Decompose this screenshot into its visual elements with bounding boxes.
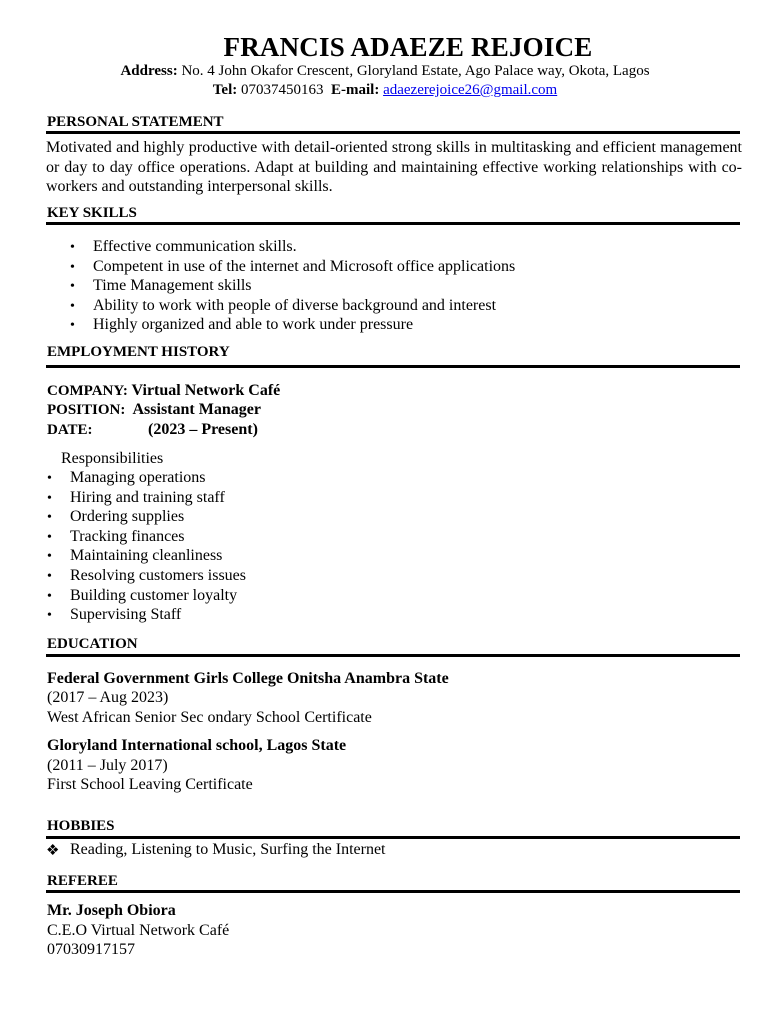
responsibility-item: Tracking finances xyxy=(70,528,185,545)
date-value: (2023 – Present) xyxy=(148,421,258,438)
bullet-icon: • xyxy=(70,318,75,333)
company-value: Virtual Network Café xyxy=(131,382,281,399)
referee-heading: REFEREE xyxy=(47,873,118,889)
position-label: POSITION: xyxy=(47,402,126,418)
company-label: COMPANY: xyxy=(47,383,128,399)
responsibility-item: Building customer loyalty xyxy=(70,587,238,604)
responsibilities-label: Responsibilities xyxy=(61,450,164,467)
referee-title: C.E.O Virtual Network Café xyxy=(47,922,230,939)
candidate-name: FRANCIS ADAEZE REJOICE xyxy=(223,32,593,62)
hobbies-text: Reading, Listening to Music, Surfing the Internet xyxy=(70,841,386,858)
email-label: E-mail: xyxy=(330,82,380,98)
hobbies-heading: HOBBIES xyxy=(47,818,115,834)
responsibility-item: Managing operations xyxy=(70,469,206,486)
responsibility-item: Ordering supplies xyxy=(70,508,185,525)
school-certificate: West African Senior Sec ondary School Certificate xyxy=(47,709,372,726)
section-divider xyxy=(46,890,740,893)
bullet-icon: • xyxy=(47,569,52,584)
bullet-icon: • xyxy=(47,491,52,506)
bullet-icon: • xyxy=(70,260,75,275)
tel-label: Tel: xyxy=(212,82,238,98)
bullet-icon: • xyxy=(47,471,52,486)
skill-item: Competent in use of the internet and Microsoft office applications xyxy=(93,258,516,275)
responsibility-item: Resolving customers issues xyxy=(70,567,246,584)
school-period: (2011 – July 2017) xyxy=(47,757,168,774)
referee-phone: 07030917157 xyxy=(47,941,135,958)
skill-item: Highly organized and able to work under pressure xyxy=(93,316,414,333)
section-divider xyxy=(46,365,740,368)
education-heading: EDUCATION xyxy=(47,636,138,652)
address-value: No. 4 John Okafor Crescent, Gloryland Estate, Ago Palace way, Okota, Lagos xyxy=(181,63,650,79)
position-value: Assistant Manager xyxy=(132,401,261,418)
school-period: (2017 – Aug 2023) xyxy=(47,689,169,706)
section-divider xyxy=(46,654,740,657)
skill-item: Time Management skills xyxy=(93,277,252,294)
responsibility-item: Maintaining cleanliness xyxy=(70,547,223,564)
skill-item: Effective communication skills. xyxy=(93,238,297,255)
section-divider xyxy=(46,131,740,134)
bullet-icon: • xyxy=(47,608,52,623)
position-row xyxy=(47,401,261,419)
personal-statement-heading: PERSONAL STATEMENT xyxy=(47,114,224,130)
date-row xyxy=(47,421,93,439)
bullet-icon: • xyxy=(47,530,52,545)
personal-statement-text: Motivated and highly productive with detail-oriented strong skills in multitasking and efficient management or day to day office operations. Adapt at building and maintaining effective working relationships with co-workers and outstanding interpersonal skills. xyxy=(46,139,742,196)
address-label: Address: xyxy=(120,63,178,79)
diamond-bullet-icon: ❖ xyxy=(46,843,60,859)
company-row xyxy=(47,382,280,400)
address-line xyxy=(0,63,768,80)
tel-value: 07037450163 xyxy=(240,82,324,98)
key-skills-heading: KEY SKILLS xyxy=(47,205,137,221)
school-certificate: First School Leaving Certificate xyxy=(47,776,253,793)
section-divider xyxy=(46,222,740,225)
responsibility-item: Hiring and training staff xyxy=(70,489,225,506)
employment-heading: EMPLOYMENT HISTORY xyxy=(47,344,230,360)
school-name: Federal Government Girls College Onitsha Anambra State xyxy=(47,670,449,687)
bullet-icon: • xyxy=(70,240,75,255)
school-name: Gloryland International school, Lagos State xyxy=(47,737,347,754)
date-label: DATE: xyxy=(47,422,93,438)
bullet-icon: • xyxy=(70,279,75,294)
bullet-icon: • xyxy=(47,510,52,525)
referee-name: Mr. Joseph Obiora xyxy=(47,902,176,919)
email-link[interactable]: adaezerejoice26@gmail.com xyxy=(383,82,558,98)
contact-line xyxy=(0,82,768,99)
section-divider xyxy=(46,836,740,839)
bullet-icon: • xyxy=(47,589,52,604)
skill-item: Ability to work with people of diverse background and interest xyxy=(93,297,497,314)
bullet-icon: • xyxy=(70,299,75,314)
responsibility-item: Supervising Staff xyxy=(70,606,182,623)
bullet-icon: • xyxy=(47,549,52,564)
